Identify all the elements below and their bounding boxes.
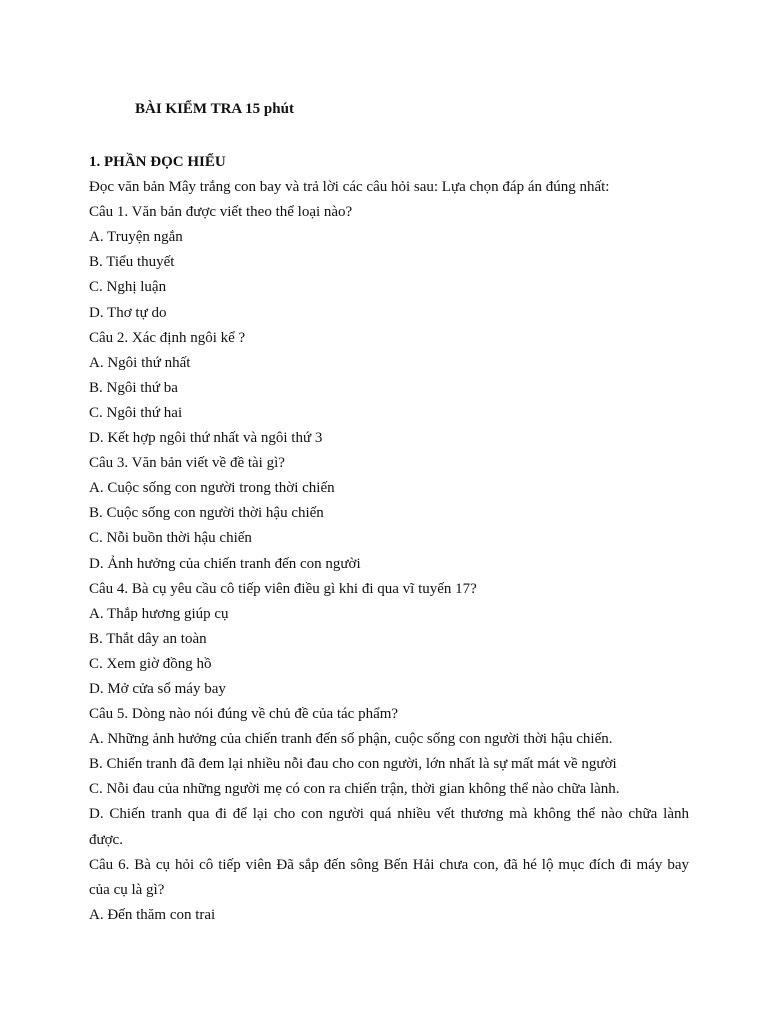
text-line: Câu 1. Văn bản được viết theo thể loại nào? xyxy=(89,204,353,221)
text-line: B. Ngôi thứ ba xyxy=(89,379,178,396)
text-line: A. Cuộc sống con người trong thời chiến xyxy=(89,480,335,497)
text-line: Câu 4. Bà cụ yêu cầu cô tiếp viên điều gì khi đi qua vĩ tuyến 17? xyxy=(89,580,477,597)
page-title: BÀI KIỂM TRA 15 phút xyxy=(135,101,294,117)
text-line: Câu 2. Xác định ngôi kể ? xyxy=(89,329,246,346)
text-line: D. Chiến tranh qua đi để lại cho con người quá nhiều vết thương mà không thể nào chữa lành xyxy=(89,806,689,823)
text-line: Câu 3. Văn bản viết về đề tài gì? xyxy=(89,455,285,472)
section-heading: 1. PHẦN ĐỌC HIỂU xyxy=(89,154,226,170)
text-line: Đọc văn bản Mây trắng con bay và trả lời các câu hỏi sau: Lựa chọn đáp án đúng nhất: xyxy=(89,179,610,196)
text-line: B. Cuộc sống con người thời hậu chiến xyxy=(89,505,324,522)
text-line: B. Chiến tranh đã đem lại nhiều nỗi đau cho con người, lớn nhất là sự mất mát về người xyxy=(89,756,617,773)
text-line: A. Đến thăm con trai xyxy=(89,906,216,923)
text-line: D. Kết hợp ngôi thứ nhất và ngôi thứ 3 xyxy=(89,430,323,447)
document-body xyxy=(89,150,689,928)
text-line: B. Tiểu thuyết xyxy=(89,254,175,271)
text-line: C. Ngôi thứ hai xyxy=(89,404,183,421)
text-line: của cụ là gì? xyxy=(89,881,165,898)
text-line: được. xyxy=(89,831,123,848)
text-line: C. Xem giờ đồng hồ xyxy=(89,655,212,672)
text-line: C. Nỗi đau của những người mẹ có con ra chiến trận, thời gian không thể nào chữa lành. xyxy=(89,781,620,798)
text-line: Câu 5. Dòng nào nói đúng về chủ đề của tác phẩm? xyxy=(89,706,399,723)
text-line: C. Nỗi buồn thời hậu chiến xyxy=(89,530,252,547)
text-line: A. Truyện ngắn xyxy=(89,229,183,246)
text-line: A. Những ảnh hưởng của chiến tranh đến số phận, cuộc sống con người thời hậu chiến. xyxy=(89,731,613,748)
text-line: D. Mở cửa sổ máy bay xyxy=(89,680,226,697)
text-line: D. Ảnh hưởng của chiến tranh đến con người xyxy=(89,555,361,572)
text-line: C. Nghị luận xyxy=(89,279,167,296)
text-line: D. Thơ tự do xyxy=(89,304,167,321)
text-line: Câu 6. Bà cụ hỏi cô tiếp viên Đã sắp đến sông Bến Hải chưa con, đã hé lộ mục đích đi máy bay xyxy=(89,856,689,873)
text-line: A. Thắp hương giúp cụ xyxy=(89,605,229,622)
text-line: B. Thắt dây an toàn xyxy=(89,630,207,647)
text-line: A. Ngôi thứ nhất xyxy=(89,354,191,371)
